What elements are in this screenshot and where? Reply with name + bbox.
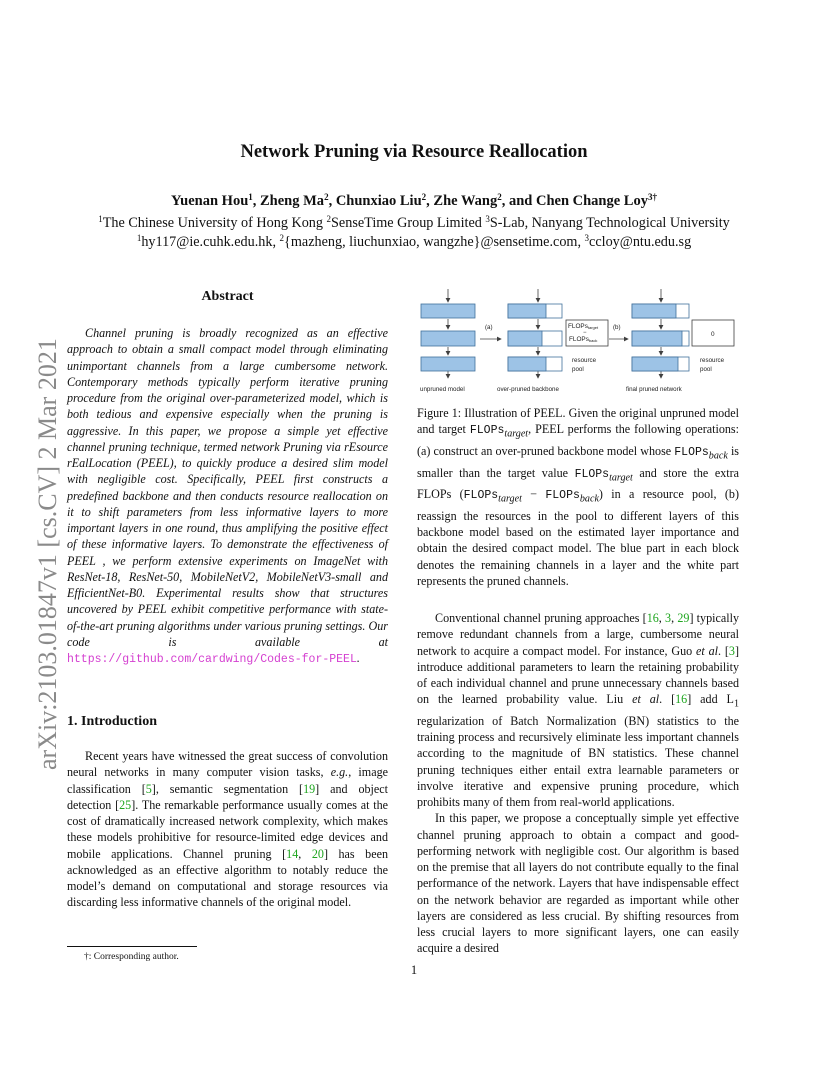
fig-zero: 0 — [711, 331, 715, 338]
email-text: {mazheng, liuchunxiao, wangzhe}@sensetime.com, — [284, 234, 585, 250]
author-mark: 3† — [647, 192, 657, 202]
email-text: ccloy@ntu.edu.sg — [589, 234, 692, 250]
email-mark: 3 — [584, 233, 590, 243]
abstract-end: . — [356, 651, 360, 665]
abstract-body — [67, 325, 388, 668]
abstract-heading: Abstract — [201, 289, 254, 304]
caption-text: Figure 1: Illustration of PEEL. Given the original unpruned model and target — [417, 406, 739, 437]
arxiv-id: arXiv:2103.01847v1 [cs.CV] 2 Mar 2021 — [33, 338, 62, 770]
fig-label-b: (b) — [613, 324, 621, 331]
body-text-run: ] introduce additional parameters to learn the retaining probability of each individual channel and prune unnecessary channels based on the learned probability value. Liu — [417, 643, 739, 707]
caption-math-sub: target — [498, 493, 522, 505]
citation-link[interactable]: 20 — [311, 846, 324, 861]
body-text-run: . [ — [718, 643, 729, 658]
code-link[interactable]: https://github.com/cardwing/Codes-for-PEEL — [67, 653, 357, 666]
caption-math: FLOPs — [574, 467, 610, 481]
body-text — [417, 610, 739, 957]
fig-pool1-l2: pool — [572, 366, 584, 373]
affil-text: SenseTime Group Limited — [331, 215, 486, 231]
paper-title: Network Pruning via Resource Reallocation — [240, 142, 588, 162]
affil-text: The Chinese University of Hong Kong — [102, 215, 327, 231]
caption-text: and store the extra FLOPs ( — [417, 465, 739, 502]
intro-text: , — [298, 846, 312, 861]
intro-text: Recent years have witnessed the great success of convolution neural networks in many computer vision tasks, — [67, 749, 388, 780]
intro-text: , image classification [ — [67, 765, 388, 796]
intro-eg: e.g. — [330, 765, 349, 780]
citation-link[interactable]: 14 — [286, 846, 299, 861]
citation-link[interactable]: 29 — [677, 611, 690, 625]
body-text-run: ] add L — [687, 692, 734, 707]
body-sub: 1 — [733, 698, 739, 710]
intro-body — [67, 748, 388, 911]
author-list: Yuenan Hou$^1$, Zheng Ma$^2$, Chunxiao Liu$^2$, Zhe Wang$^2$, and Chen Change Loy$^{3\dagger}$ — [171, 192, 657, 209]
body-text-run: , — [671, 611, 678, 625]
body-text-run: Conventional channel pruning approaches [ — [435, 611, 647, 625]
caption-math: FLOPs — [545, 489, 580, 503]
caption-math: FLOPs — [463, 489, 499, 503]
fig-label-a: (a) — [485, 324, 493, 331]
intro-text: ] has been acknowledged as an effective algorithm to notably reduce the model’s demand on computational and storage resources via discarding less informative channels of the original model. — [67, 846, 388, 910]
email-list — [0, 234, 828, 251]
caption-text: , PEEL performs the following operations: (a) construct an over-pruned backbone model whose — [417, 422, 739, 458]
footnote-rule — [67, 946, 197, 947]
affil-mark: 3 — [485, 214, 490, 224]
author-mark: 2 — [324, 192, 329, 202]
page-number: 1 — [410, 963, 418, 977]
author-mark: 2 — [497, 192, 502, 202]
author-name: Zheng Ma — [260, 193, 325, 209]
fig-pool2-l1: resource — [700, 357, 725, 364]
intro-heading: 1. Introduction — [67, 714, 157, 729]
author-name: and Chen Change Loy — [508, 193, 648, 209]
affil-text: S-Lab, Nanyang Technological University — [489, 215, 730, 231]
email-text: hy117@ie.cuhk.edu.hk, — [141, 234, 280, 250]
unpruned-blocks — [421, 304, 475, 371]
citation-link[interactable]: 19 — [303, 781, 316, 796]
abstract-text: Channel pruning is broadly recognized as an effective approach to obtain a small compact model through eliminating unimportant channels from a large cumbersome network. Contemporary methods typically perform iterative pruning procedure from the original over-parameterized model, which is both tedious and expensive especially when the pruning is aggressive. In this paper, we propose a simple yet effective channel pruning technique, termed network Pruning via rEsource rEalLocation (PEEL), to quickly produce a desired slim model with negligible cost. Specifically, PEEL first constructs a predefined backbone and then conducts resource reallocation on it to shift parameters from less informative layers to more important layers in one round, thus amplifying the positive effect of these informative layers. To demonstrate the effectiveness of PEEL , we perform extensive experiments on ImageNet with ResNet-18, ResNet-50, MobileNetV2, MobileNetV3-small and EfficientNet-B0. Experimental results show that structures uncovered by PEEL exhibit competitive performance with state-of-the-art pruning algorithms under various pruning settings. Our code is available at — [67, 326, 388, 649]
body-text-run: ] typically remove redundant channels from a large, cumbersome neural network to acquire a compact model. For instance, Guo — [417, 611, 740, 658]
author-name: Chunxiao Liu — [335, 193, 422, 209]
caption-math-sub: target — [504, 428, 529, 440]
caption-text: − — [521, 487, 546, 502]
citation-link[interactable]: 3 — [665, 611, 672, 625]
citation-link[interactable]: 3 — [728, 643, 735, 658]
body-text-run: , — [658, 611, 666, 625]
citation-link[interactable]: 16 — [646, 611, 659, 625]
body-etal: et al — [696, 643, 719, 658]
fig-flops-back: FLOPsback — [569, 336, 598, 343]
citation-link[interactable]: 5 — [145, 781, 152, 796]
author-name: Zhe Wang — [433, 193, 498, 209]
body-etal: et al — [632, 692, 660, 707]
affil-mark: 2 — [326, 214, 332, 224]
body-paragraph-2: In this paper, we propose a conceptually simple yet effective channel pruning approach to obtain a compact and good-performing network with negligible cost. Our algorithm is based on the premise that all layers do not contribute equally to the final performance of the network. Layers that have indispensable effect on the network behavior are regarded as important while other layers are considered as less crucial. By shifting resources from less crucial layers to more significant layers, one can easily acquire a desired — [417, 811, 739, 956]
fig-flops-target: FLOPstarget — [568, 323, 599, 330]
intro-text: ]. The remarkable performance usually comes at the cost of dramatically increased network complexity, which makes these models prohibitive for resource-limited edge devices and mobile applications. Channel pruning [ — [67, 797, 389, 861]
caption-math-sub: back — [579, 493, 599, 505]
body-text-run: . [ — [659, 692, 676, 707]
intro-text: ] and object detection [ — [67, 781, 389, 812]
fig-cap-backbone: over-pruned backbone — [497, 386, 559, 393]
email-mark: 1 — [136, 233, 142, 243]
body-text-run: regularization of Batch Normalization (BN) statistics to the training process and recursively eliminate less important channels according to the magnitude of BN statistics. These channel pruning techniques either entail extra learnable parameters or involve iterative and expensive pruning procedure, which prohibits many of them from real-world applications. — [417, 713, 739, 810]
caption-math: FLOPs — [469, 424, 505, 438]
caption-math-sub: back — [708, 450, 728, 462]
affiliations — [0, 215, 828, 232]
caption-text: is smaller than the target value — [417, 443, 740, 480]
caption-math-sub: target — [609, 471, 633, 483]
footnote: †: Corresponding author. — [84, 952, 179, 962]
email-mark: 2 — [279, 233, 285, 243]
fig-pool1-l1: resource — [572, 357, 597, 364]
caption-math: FLOPs — [674, 445, 709, 459]
citation-link[interactable]: 25 — [119, 797, 132, 812]
author-mark: 2 — [421, 192, 427, 202]
caption-text: ) in a resource pool, (b) reassign the resources in the pool to different layers of this backbone model based on the estimated layer importance and obtain the desired compact model. The blue part in each block denotes the remaining channels in a layer and the white part represents the pruned channels. — [417, 487, 739, 588]
figure-caption — [417, 405, 739, 589]
affil-mark: 1 — [98, 214, 103, 224]
fig-minus: − — [583, 330, 587, 336]
fig-cap-final: final pruned network — [626, 386, 682, 393]
fig-pool2-l2: pool — [700, 366, 712, 373]
author-name: Yuenan Hou — [171, 193, 249, 209]
citation-link[interactable]: 16 — [675, 692, 688, 707]
author-mark: 1 — [248, 192, 253, 202]
intro-text: ], semantic segmentation [ — [151, 781, 304, 796]
figure-1 — [416, 287, 746, 397]
arxiv-stamp — [12, 300, 72, 780]
fig-cap-unpruned: unpruned model — [420, 386, 465, 393]
